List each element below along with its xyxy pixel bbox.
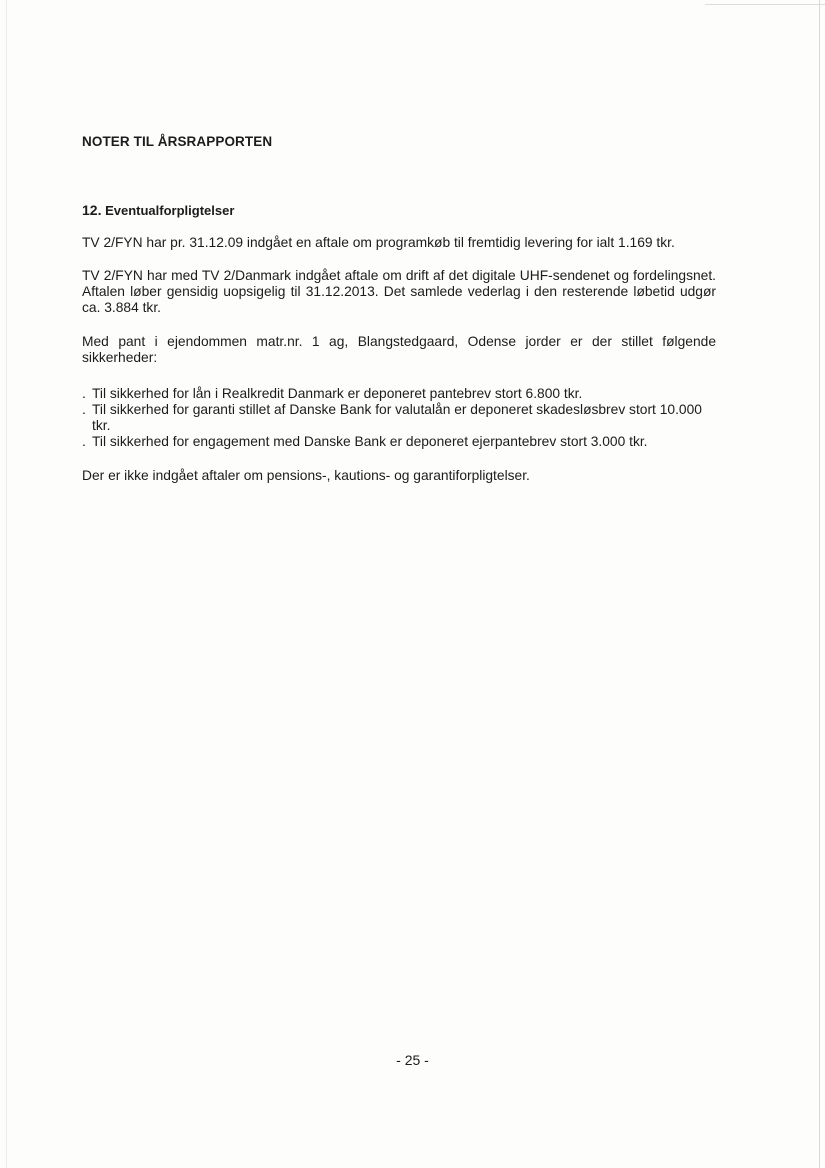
paragraph-closing: Der er ikke indgået aftaler om pensions-, kautions- og garantiforpligtelser. <box>82 468 530 483</box>
page-title: NOTER TIL ÅRSRAPPORTEN <box>82 134 273 149</box>
paragraph-uhf-agreement: TV 2/FYN har med TV 2/Danmark indgået aftale om drift af det digitale UHF-sendenet og fordelingsnet. Aftalen løber gensidig uopsigelig til 31.12.2013. Det samlede vederlag i den resterende løbetid udgør ca. 3.884 tkr. <box>82 268 716 315</box>
list-item <box>82 402 716 434</box>
bullet-dot: . <box>82 402 86 417</box>
list-item-text: Til sikkerhed for lån i Realkredit Danmark er deponeret pantebrev stort 6.800 tkr. <box>92 386 583 401</box>
paragraph-mortgage-intro: Med pant i ejendommen matr.nr. 1 ag, Blangstedgaard, Odense jorder er der stillet følgende sikkerheder: <box>82 334 716 365</box>
bullet-dot: . <box>82 434 86 449</box>
section-heading <box>82 202 234 219</box>
scan-edge-right <box>819 0 820 1168</box>
page-number: - 25 - <box>396 1052 429 1068</box>
bullet-dot: . <box>82 386 86 401</box>
security-list <box>82 386 716 450</box>
list-item <box>82 386 716 402</box>
section-number: 12. <box>82 202 102 218</box>
list-item-text: Til sikkerhed for engagement med Danske Bank er deponeret ejerpantebrev stort 3.000 tkr. <box>92 434 648 449</box>
scan-edge-left <box>6 0 7 1168</box>
section-title: Eventualforpligtelser <box>105 203 235 218</box>
scan-edge-top <box>705 4 825 5</box>
list-item <box>82 434 716 450</box>
list-item-text: Til sikkerhed for garanti stillet af Danske Bank for valutalån er deponeret skadesløsbrev stort 10.000 tkr. <box>92 402 702 433</box>
paragraph-program-purchase: TV 2/FYN har pr. 31.12.09 indgået en aftale om programkøb til fremtidig levering for ialt 1.169 tkr. <box>82 235 675 250</box>
